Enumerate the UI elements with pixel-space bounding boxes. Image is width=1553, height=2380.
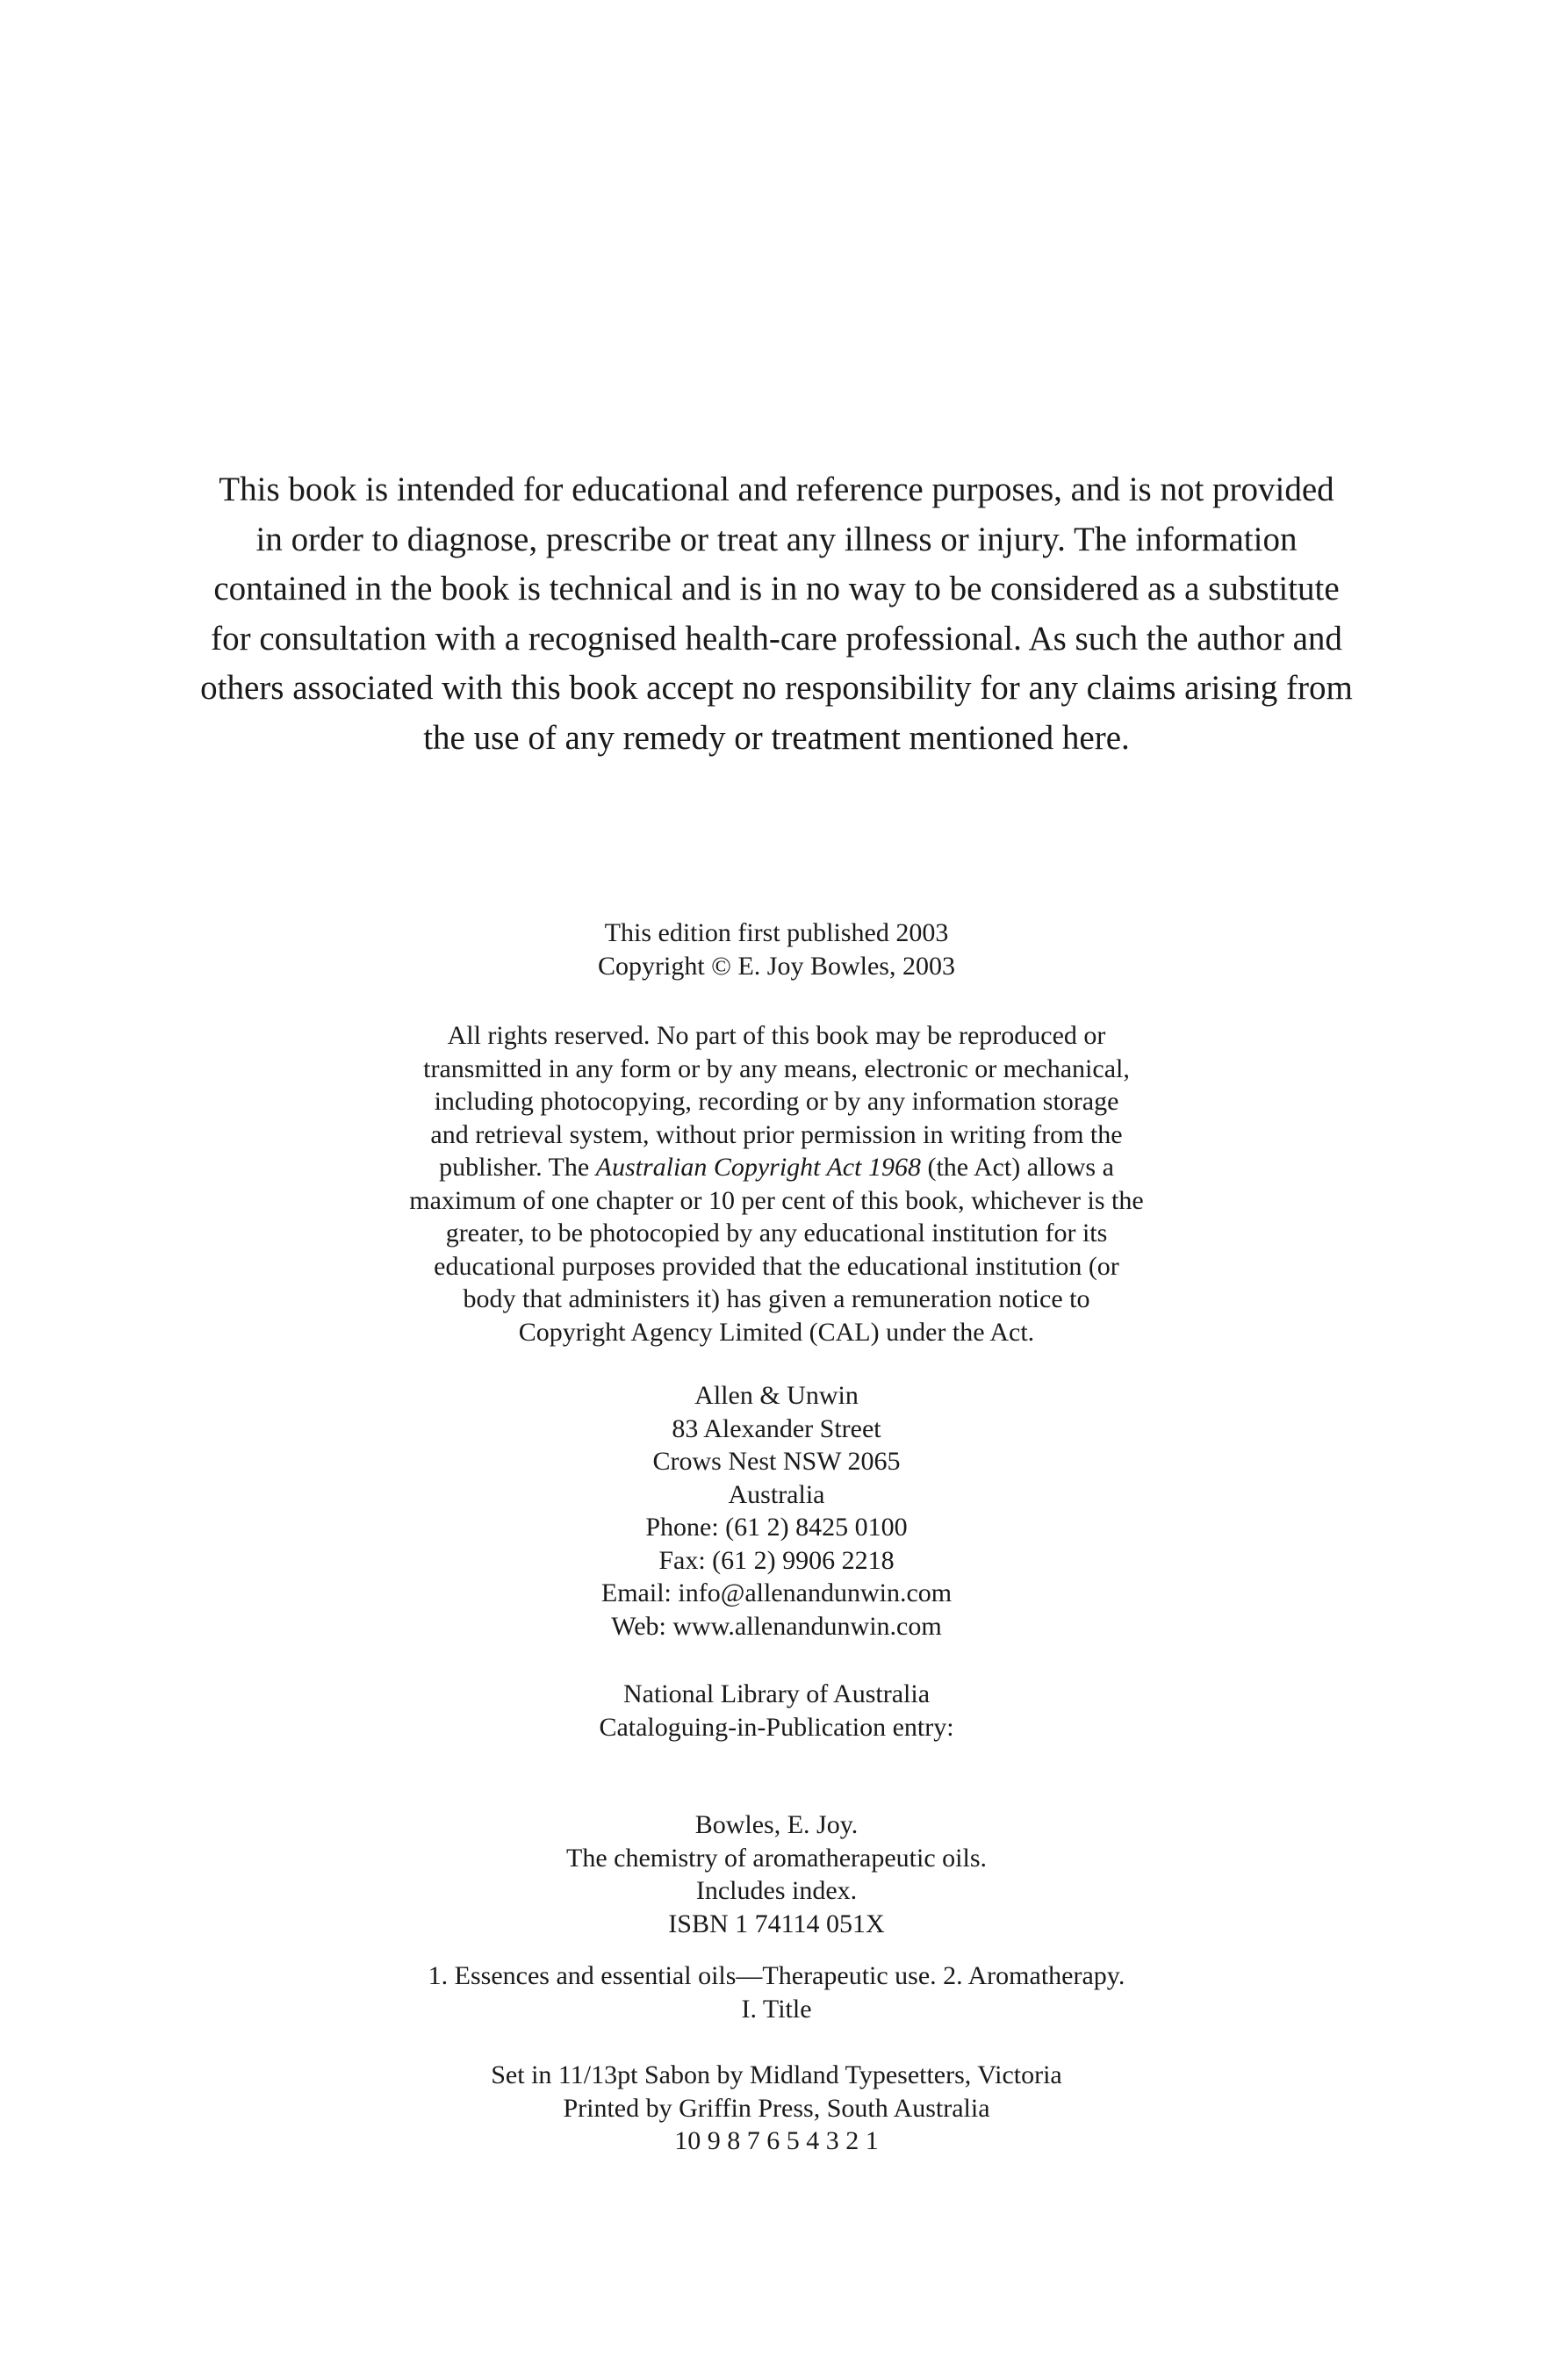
rights-text: (the Act) allows a bbox=[920, 1153, 1114, 1182]
publisher-name: Allen & Unwin bbox=[694, 1381, 859, 1410]
cip-title: The chemistry of aromatherapeutic oils. bbox=[566, 1843, 987, 1873]
printer-line: Printed by Griffin Press, South Australia bbox=[563, 2093, 990, 2123]
cip-subjects bbox=[0, 1959, 1553, 2025]
disclaimer-line: in order to diagnose, prescribe or treat any illness or injury. The information bbox=[255, 520, 1298, 558]
nla-line: Cataloguing-in-Publication entry: bbox=[599, 1712, 954, 1742]
disclaimer-line: the use of any remedy or treatment mentioned here. bbox=[423, 718, 1130, 757]
rights-line: body that administers it) has given a remuneration notice to bbox=[463, 1284, 1090, 1313]
publisher-address bbox=[0, 1379, 1553, 1643]
rights-line: greater, to be photocopied by any educational institution for its bbox=[445, 1219, 1108, 1248]
publisher-city: Crows Nest NSW 2065 bbox=[652, 1447, 901, 1476]
first-published-line: This edition first published 2003 bbox=[604, 918, 949, 947]
disclaimer-line: contained in the book is technical and is in no way to be considered as a substitute bbox=[213, 570, 1340, 608]
disclaimer-line: others associated with this book accept no responsibility for any claims arising from bbox=[200, 669, 1353, 707]
act-title: Australian Copyright Act 1968 bbox=[595, 1153, 921, 1182]
rights-notice bbox=[0, 1019, 1553, 1348]
rights-text: publisher. The bbox=[439, 1153, 596, 1182]
nla-heading bbox=[0, 1678, 1553, 1744]
rights-line: Copyright Agency Limited (CAL) under the Act. bbox=[518, 1317, 1035, 1347]
subjects-line: I. Title bbox=[741, 1994, 812, 2024]
disclaimer-line: for consultation with a recognised health-care professional. As such the author and bbox=[211, 619, 1342, 658]
rights-line: transmitted in any form or by any means, electronic or mechanical, bbox=[423, 1053, 1130, 1083]
impression-line: 10 9 8 7 6 5 4 3 2 1 bbox=[674, 2126, 879, 2155]
cip-author: Bowles, E. Joy. bbox=[694, 1810, 859, 1839]
typeset-line: Set in 11/13pt Sabon by Midland Typesetters, Victoria bbox=[491, 2060, 1062, 2089]
disclaimer-line: This book is intended for educational and reference purposes, and is not provided bbox=[219, 471, 1334, 508]
publisher-street: 83 Alexander Street bbox=[672, 1413, 881, 1443]
rights-line: including photocopying, recording or by any information storage bbox=[434, 1087, 1119, 1116]
copyright-line: Copyright © E. Joy Bowles, 2003 bbox=[598, 951, 955, 981]
rights-line: and retrieval system, without prior permission in writing from the bbox=[430, 1119, 1123, 1149]
edition-info bbox=[0, 917, 1553, 982]
subjects-line: 1. Essences and essential oils—Therapeutic use. 2. Aromatherapy. bbox=[428, 1961, 1125, 1990]
rights-line bbox=[0, 1151, 1553, 1184]
nla-line: National Library of Australia bbox=[622, 1679, 931, 1708]
publisher-fax: Fax: (61 2) 9906 2218 bbox=[658, 1545, 895, 1575]
cip-isbn: ISBN 1 74114 051X bbox=[668, 1909, 885, 1938]
publisher-web: Web: www.allenandunwin.com bbox=[611, 1611, 942, 1641]
rights-line: maximum of one chapter or 10 per cent of this book, whichever is the bbox=[409, 1185, 1144, 1215]
rights-line: All rights reserved. No part of this book may be reproduced or bbox=[447, 1021, 1106, 1050]
publisher-email: Email: info@allenandunwin.com bbox=[600, 1578, 953, 1607]
cip-note: Includes index. bbox=[695, 1876, 858, 1905]
rights-line: educational purposes provided that the educational institution (or bbox=[434, 1251, 1119, 1281]
printing-info bbox=[0, 2059, 1553, 2158]
cip-entry bbox=[0, 1808, 1553, 1940]
publisher-country: Australia bbox=[728, 1479, 825, 1509]
publisher-phone: Phone: (61 2) 8425 0100 bbox=[645, 1513, 908, 1542]
disclaimer-paragraph bbox=[0, 465, 1553, 763]
